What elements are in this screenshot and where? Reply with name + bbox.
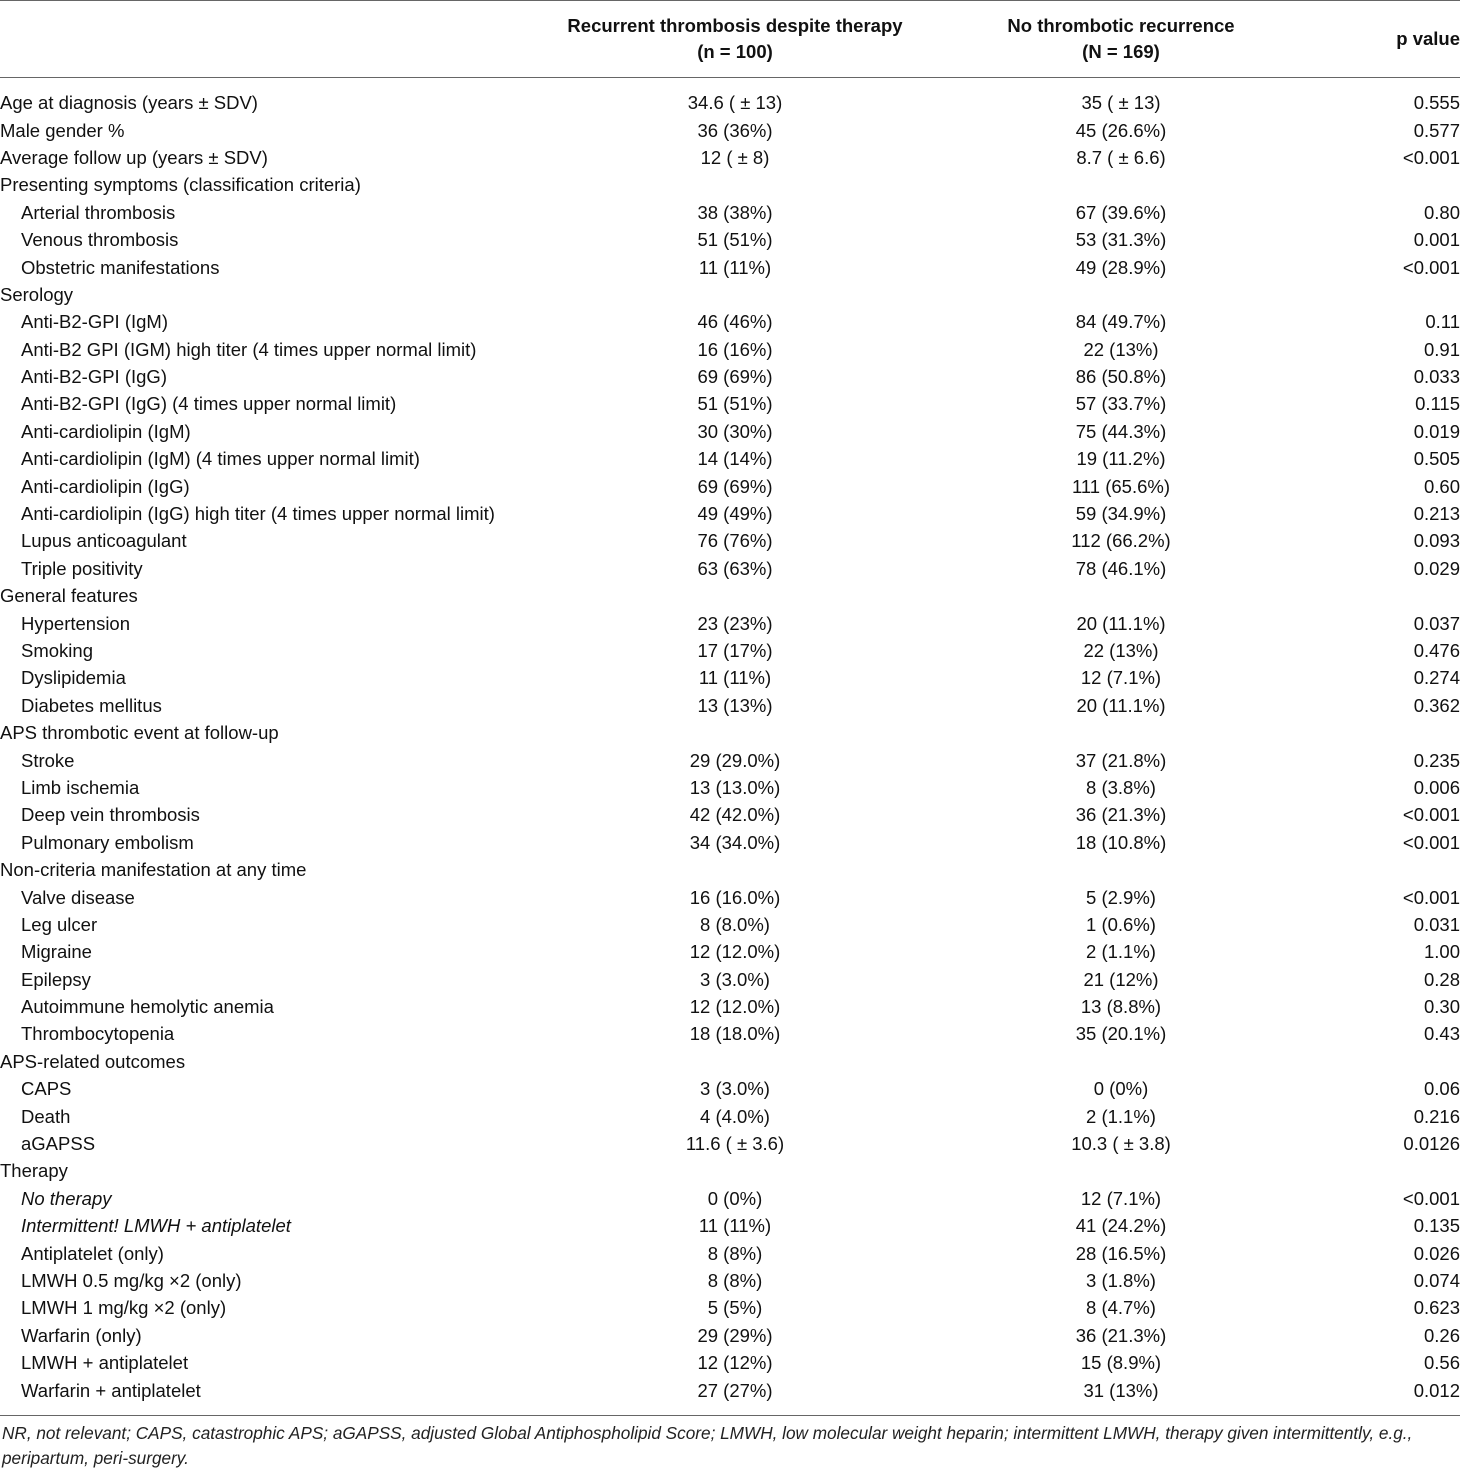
no-recurrence-value: 18 (10.8%): [1075, 831, 1167, 853]
row-label: Anti-B2-GPI (IgG) (4 times upper normal limit): [21, 393, 397, 415]
p-value: <0.001: [1402, 146, 1460, 168]
table-header: [0, 1, 1460, 78]
p-value: <0.001: [1402, 831, 1460, 853]
p-value: <0.001: [1402, 804, 1460, 826]
recurrent-value: 12 ( ± 8): [700, 146, 770, 168]
row-label: Triple positivity: [21, 557, 143, 579]
row-label: General features: [0, 585, 138, 607]
header-label: [0, 1, 560, 78]
no-recurrence-value: 1 (0.6%): [1086, 913, 1156, 935]
recurrent-value: 18 (18.0%): [689, 1023, 781, 1045]
no-recurrence-value: [910, 719, 1332, 746]
no-recurrence-value: 0 (0%): [1093, 1078, 1149, 1100]
row-label: Age at diagnosis (years ± SDV): [0, 92, 258, 114]
p-value: 0.001: [1413, 229, 1460, 251]
row-label: Venous thrombosis: [21, 229, 179, 251]
p-value: 0.91: [1423, 338, 1460, 360]
table-row: [0, 89, 1460, 116]
row-label: Male gender %: [0, 119, 125, 141]
table-row: [0, 1239, 1460, 1266]
row-label: CAPS: [21, 1078, 72, 1100]
table-row: [0, 774, 1460, 801]
table-row: [0, 1267, 1460, 1294]
table-body: [0, 78, 1460, 1404]
row-label: Hypertension: [21, 612, 131, 634]
p-value: 0.56: [1423, 1352, 1460, 1374]
recurrent-value: 27 (27%): [697, 1379, 773, 1401]
table-row: [0, 966, 1460, 993]
recurrent-value: 11 (11%): [698, 256, 772, 278]
row-label: Antiplatelet (only): [21, 1242, 164, 1264]
p-value: 0.43: [1423, 1023, 1460, 1045]
no-recurrence-value: 112 (66.2%): [1071, 530, 1171, 552]
table-row: [0, 1075, 1460, 1102]
no-recurrence-value: 36 (21.3%): [1075, 1324, 1167, 1346]
table-row: [0, 1020, 1460, 1047]
no-recurrence-value: 45 (26.6%): [1075, 119, 1167, 141]
no-recurrence-value: [910, 1048, 1332, 1075]
row-label: Pulmonary embolism: [21, 831, 194, 853]
p-value: 0.074: [1413, 1269, 1460, 1291]
p-value: 0.216: [1413, 1105, 1460, 1127]
table-row: [0, 1212, 1460, 1239]
p-value: 0.093: [1413, 530, 1460, 552]
recurrent-value: 12 (12%): [697, 1352, 773, 1374]
recurrent-value: 12 (12.0%): [689, 941, 781, 963]
table-row: [0, 1322, 1460, 1349]
no-recurrence-value: 20 (11.1%): [1076, 694, 1166, 716]
table-row: [0, 199, 1460, 226]
recurrent-value: 11.6 ( ± 3.6): [685, 1133, 785, 1155]
p-value: 0.235: [1413, 749, 1460, 771]
row-label: Dyslipidemia: [21, 667, 126, 689]
p-value: 0.06: [1423, 1078, 1460, 1100]
table-row: [0, 609, 1460, 636]
no-recurrence-value: 12 (7.1%): [1080, 667, 1162, 689]
p-value: 0.033: [1413, 366, 1460, 388]
p-value: 0.006: [1413, 776, 1460, 798]
recurrent-value: 4 (4.0%): [700, 1105, 770, 1127]
row-label: Anti-cardiolipin (IgM): [21, 420, 191, 442]
p-value: 0.026: [1413, 1242, 1460, 1264]
recurrent-value: 17 (17%): [697, 640, 773, 661]
no-recurrence-value: 78 (46.1%): [1075, 557, 1167, 579]
table-row: [0, 1102, 1460, 1129]
table-row: [0, 308, 1460, 335]
row-label: Serology: [0, 283, 74, 305]
no-recurrence-value: [910, 281, 1332, 308]
p-value: 0.505: [1413, 448, 1460, 470]
no-recurrence-value: 36 (21.3%): [1075, 804, 1167, 826]
table-row: [0, 555, 1460, 582]
recurrent-value: 63 (63%): [697, 557, 773, 579]
row-label: LMWH + antiplatelet: [21, 1352, 189, 1374]
table-bottom-rule: [0, 1415, 1460, 1416]
recurrent-value: 36 (36%): [697, 119, 773, 141]
recurrent-value: [560, 582, 910, 609]
recurrent-value: 51 (51%): [697, 229, 773, 251]
no-recurrence-value: 5 (2.9%): [1086, 886, 1156, 908]
table-row: [0, 746, 1460, 773]
row-label: Anti-cardiolipin (IgG) high titer (4 times upper normal limit): [21, 503, 495, 525]
row-label: Autoimmune hemolytic anemia: [21, 996, 274, 1018]
row-label: Anti-cardiolipin (IgG): [21, 475, 190, 497]
recurrent-value: 13 (13.0%): [689, 776, 781, 798]
no-recurrence-value: 15 (8.9%): [1080, 1352, 1162, 1374]
row-label: Average follow up (years ± SDV): [0, 146, 268, 168]
row-label: Stroke: [21, 749, 75, 771]
table-row: [0, 445, 1460, 472]
table-row: [0, 472, 1460, 499]
recurrent-value: 34 (34.0%): [689, 831, 781, 853]
recurrent-value: 14 (14%): [697, 448, 773, 470]
row-label: Anti-B2-GPI (IgM): [21, 311, 168, 333]
row-label: Anti-cardiolipin (IgM) (4 times upper normal limit): [21, 448, 420, 470]
no-recurrence-value: 41 (24.2%): [1075, 1215, 1167, 1237]
no-recurrence-value: 37 (21.8%): [1075, 749, 1167, 771]
p-value: 0.362: [1413, 694, 1460, 716]
table-row: [0, 1294, 1460, 1321]
recurrent-value: 38 (38%): [697, 201, 773, 223]
spacer-cell: [0, 78, 1460, 90]
header-recurrent-title: Recurrent thrombosis despite therapy: [567, 15, 903, 36]
p-value: 0.029: [1413, 557, 1460, 579]
recurrent-value: 11 (11%): [698, 667, 772, 689]
table-row: [0, 253, 1460, 280]
p-value: 0.037: [1413, 612, 1460, 634]
recurrent-value: 51 (51%): [697, 393, 773, 415]
recurrent-value: 8 (8%): [707, 1269, 763, 1291]
recurrent-value: 16 (16%): [697, 338, 773, 360]
no-recurrence-value: 2 (1.1%): [1086, 941, 1156, 963]
row-label: Death: [21, 1105, 71, 1127]
p-value: 0.577: [1413, 119, 1460, 141]
p-value: [1332, 171, 1460, 198]
header-p-value: p value: [1332, 1, 1460, 78]
recurrent-value: [560, 856, 910, 883]
no-recurrence-value: 19 (11.2%): [1076, 448, 1166, 470]
table-row: [0, 527, 1460, 554]
row-label: Diabetes mellitus: [21, 694, 162, 716]
row-label: Epilepsy: [21, 968, 91, 990]
p-value: [1332, 1157, 1460, 1184]
table-row: [0, 801, 1460, 828]
row-label: Deep vein thrombosis: [21, 804, 200, 826]
row-label: LMWH 0.5 mg/kg ×2 (only): [21, 1269, 242, 1291]
no-recurrence-value: 22 (13%): [1083, 338, 1159, 360]
recurrent-value: 23 (23%): [697, 612, 773, 634]
no-recurrence-value: 31 (13%): [1083, 1379, 1159, 1401]
no-recurrence-value: 49 (28.9%): [1075, 256, 1167, 278]
header-recurrent: [560, 1, 910, 78]
recurrent-value: 69 (69%): [697, 475, 773, 497]
header-no-recurrence-title: No thrombotic recurrence: [1007, 15, 1235, 36]
row-label: Limb ischemia: [21, 776, 140, 798]
p-value: 0.11: [1425, 311, 1460, 333]
row-label: Lupus anticoagulant: [21, 530, 187, 552]
row-label: Arterial thrombosis: [21, 201, 176, 223]
row-label: Leg ulcer: [21, 913, 98, 935]
no-recurrence-value: 111 (65.6%): [1071, 475, 1171, 497]
section-row: [0, 1157, 1460, 1184]
table-row: [0, 390, 1460, 417]
header-no-recurrence-n: (N = 169): [1082, 41, 1160, 62]
p-value: 0.115: [1415, 393, 1460, 415]
row-label: aGAPSS: [21, 1133, 96, 1155]
recurrent-value: 29 (29%): [697, 1324, 773, 1346]
p-value: 0.274: [1413, 667, 1460, 689]
row-label: Warfarin + antiplatelet: [21, 1379, 201, 1401]
table-footnote: NR, not relevant; CAPS, catastrophic APS; aGAPSS, adjusted Global Antiphospholipid Score; LMWH, low molecular weight heparin; intermittent LMWH, therapy given intermittently, e.g., peripartum, peri-surgery.: [2, 1423, 1413, 1468]
p-value: 0.476: [1413, 640, 1460, 661]
section-row: [0, 1048, 1460, 1075]
row-label: Valve disease: [21, 886, 135, 908]
p-value: [1332, 856, 1460, 883]
table-row: [0, 1376, 1460, 1403]
row-label: Thrombocytopenia: [21, 1023, 175, 1045]
no-recurrence-value: 21 (12%): [1083, 968, 1159, 990]
no-recurrence-value: [910, 582, 1332, 609]
table-row: [0, 1130, 1460, 1157]
recurrent-value: 16 (16.0%): [689, 886, 781, 908]
table-row: [0, 363, 1460, 390]
row-label: Anti-B2-GPI (IgG): [21, 366, 167, 388]
recurrent-value: [560, 1157, 910, 1184]
p-value: 0.012: [1413, 1379, 1460, 1401]
row-label: LMWH 1 mg/kg ×2 (only): [21, 1297, 227, 1319]
p-value: <0.001: [1402, 886, 1460, 908]
recurrent-value: 34.6 ( ± 13): [687, 92, 783, 114]
no-recurrence-value: 22 (13%): [1083, 640, 1159, 661]
recurrent-value: 30 (30%): [697, 420, 773, 442]
table-row: [0, 637, 1460, 664]
p-value: <0.001: [1402, 256, 1460, 278]
p-value: 0.019: [1413, 420, 1460, 442]
table-row: [0, 500, 1460, 527]
table-row: [0, 938, 1460, 965]
no-recurrence-value: 59 (34.9%): [1075, 503, 1167, 525]
row-label: Presenting symptoms (classification criteria): [0, 174, 361, 196]
no-recurrence-value: 84 (49.7%): [1075, 311, 1167, 333]
no-recurrence-value: 28 (16.5%): [1075, 1242, 1167, 1264]
recurrent-value: 29 (29.0%): [689, 749, 781, 771]
p-value: 0.135: [1413, 1215, 1460, 1237]
row-label: Warfarin (only): [21, 1324, 142, 1346]
p-value: 0.30: [1423, 996, 1460, 1018]
no-recurrence-value: 67 (39.6%): [1075, 201, 1167, 223]
header-row: [0, 1, 1460, 78]
p-value: 0.623: [1413, 1297, 1460, 1319]
p-value: <0.001: [1402, 1187, 1460, 1209]
p-value: [1332, 719, 1460, 746]
section-row: [0, 856, 1460, 883]
table-row: [0, 829, 1460, 856]
no-recurrence-value: 8 (4.7%): [1086, 1297, 1156, 1319]
recurrent-value: 3 (3.0%): [700, 1078, 770, 1100]
no-recurrence-value: 10.3 ( ± 3.8): [1071, 1133, 1171, 1155]
p-value: [1332, 582, 1460, 609]
p-value: 0.555: [1413, 92, 1460, 114]
p-value: 0.0126: [1403, 1133, 1460, 1155]
recurrent-value: [560, 171, 910, 198]
no-recurrence-value: 20 (11.1%): [1076, 612, 1166, 634]
table-row: [0, 1349, 1460, 1376]
no-recurrence-value: 35 (20.1%): [1075, 1023, 1167, 1045]
recurrent-value: 69 (69%): [697, 366, 773, 388]
no-recurrence-value: 35 ( ± 13): [1081, 92, 1161, 114]
table-row: [0, 336, 1460, 363]
p-value: 0.28: [1423, 968, 1460, 990]
no-recurrence-value: 86 (50.8%): [1075, 366, 1167, 388]
p-value: [1332, 281, 1460, 308]
table-row: [0, 692, 1460, 719]
recurrent-value: 3 (3.0%): [700, 968, 770, 990]
row-label: Anti-B2 GPI (IGM) high titer (4 times upper normal limit): [21, 338, 477, 360]
row-label: APS thrombotic event at follow-up: [0, 722, 279, 744]
recurrent-value: 11 (11%): [698, 1215, 772, 1237]
recurrent-value: 8 (8%): [707, 1242, 763, 1264]
table-row: [0, 226, 1460, 253]
section-row: [0, 582, 1460, 609]
recurrent-value: 76 (76%): [697, 530, 773, 552]
recurrent-value: 13 (13%): [697, 694, 773, 716]
no-recurrence-value: 12 (7.1%): [1080, 1187, 1162, 1209]
no-recurrence-value: 13 (8.8%): [1080, 996, 1162, 1018]
recurrent-value: 12 (12.0%): [689, 996, 781, 1018]
p-value: 0.60: [1423, 475, 1460, 497]
no-recurrence-value: 53 (31.3%): [1075, 229, 1167, 251]
table-row: [0, 883, 1460, 910]
p-value: 0.80: [1423, 201, 1460, 223]
row-label: Migraine: [21, 941, 92, 963]
p-value: 0.26: [1423, 1324, 1460, 1346]
table-row: [0, 1185, 1460, 1212]
no-recurrence-value: [910, 856, 1332, 883]
table-row: [0, 144, 1460, 171]
recurrent-value: 8 (8.0%): [700, 913, 770, 935]
table-row: [0, 116, 1460, 143]
no-recurrence-value: 8 (3.8%): [1086, 776, 1156, 798]
row-label: Non-criteria manifestation at any time: [0, 859, 307, 881]
row-label: Obstetric manifestations: [21, 256, 220, 278]
table-row: [0, 418, 1460, 445]
table-row: [0, 993, 1460, 1020]
p-value: 1.00: [1423, 941, 1460, 963]
p-value: [1332, 1048, 1460, 1075]
section-row: [0, 281, 1460, 308]
row-label: Therapy: [0, 1160, 68, 1182]
no-recurrence-value: 3 (1.8%): [1086, 1269, 1156, 1291]
recurrent-value: 46 (46%): [697, 311, 773, 333]
recurrent-value: [560, 1048, 910, 1075]
no-recurrence-value: [910, 1157, 1332, 1184]
table-row: [0, 911, 1460, 938]
recurrent-value: [560, 281, 910, 308]
recurrent-value: 49 (49%): [697, 503, 773, 525]
row-label: No therapy: [21, 1187, 112, 1209]
row-label: APS-related outcomes: [0, 1050, 186, 1072]
recurrent-value: 0 (0%): [707, 1187, 763, 1209]
no-recurrence-value: 57 (33.7%): [1075, 393, 1167, 415]
recurrent-value: 5 (5%): [707, 1297, 763, 1319]
header-no-recurrence: [910, 1, 1332, 78]
row-label: Intermittent! LMWH + antiplatelet: [21, 1215, 291, 1237]
no-recurrence-value: 2 (1.1%): [1086, 1105, 1156, 1127]
table-row: [0, 664, 1460, 691]
header-recurrent-n: (n = 100): [697, 41, 773, 62]
header-spacer: [0, 78, 1460, 90]
no-recurrence-value: 8.7 ( ± 6.6): [1076, 146, 1166, 168]
recurrent-value: 42 (42.0%): [689, 804, 781, 826]
p-value: 0.031: [1413, 913, 1460, 935]
section-row: [0, 171, 1460, 198]
section-row: [0, 719, 1460, 746]
no-recurrence-value: [910, 171, 1332, 198]
row-label: Smoking: [21, 640, 93, 661]
no-recurrence-value: 75 (44.3%): [1075, 420, 1167, 442]
recurrent-value: [560, 719, 910, 746]
p-value: 0.213: [1413, 503, 1460, 525]
